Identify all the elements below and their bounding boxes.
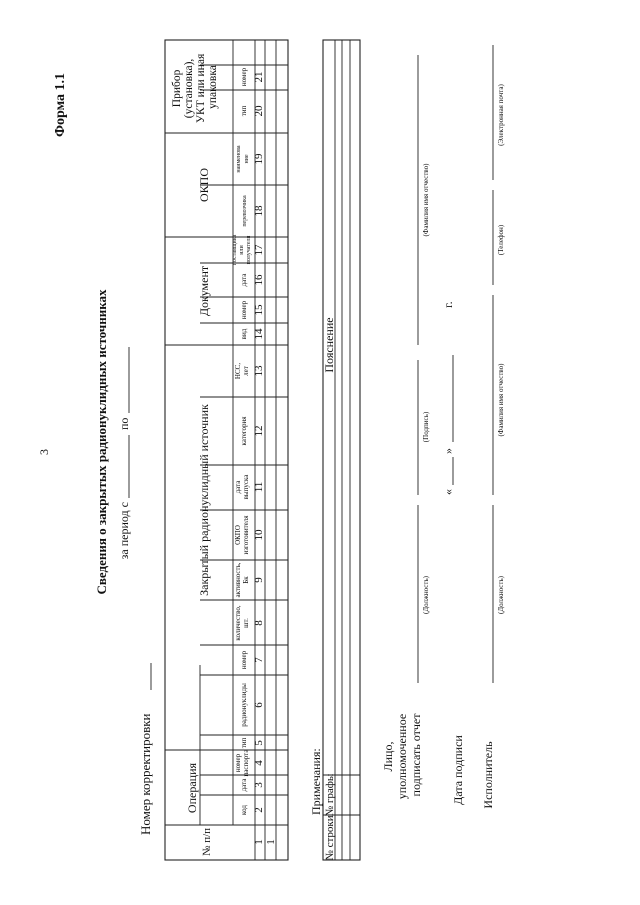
th-activity: активность,Бк (234, 562, 250, 598)
col-num-8: 8 (253, 620, 265, 626)
year-suffix: г. (441, 301, 455, 308)
th-source: Закрытый радионуклидный источник (197, 404, 211, 596)
fio-caption: (Фамилия имя отчество) (422, 163, 430, 237)
th-device: Прибор (установка), УКТ или иная упаковка (171, 53, 219, 124)
th-okpo-maker: ОКПОизготовителя (234, 515, 250, 555)
col-num-21: 21 (253, 71, 265, 83)
col-num-7: 7 (253, 657, 265, 663)
notes-header-col: № графы (324, 773, 336, 817)
executor-position-caption: (Должность) (497, 576, 505, 614)
col-num-5: 5 (253, 740, 265, 746)
th-doc-date: дата (240, 273, 248, 287)
rotated-content (37, 40, 505, 861)
page-number: 3 (37, 449, 51, 455)
th-radionuclides: радионуклиды (240, 683, 248, 727)
th-quantity: количество,шт. (234, 605, 250, 641)
col-num-12: 12 (253, 425, 265, 437)
date-close-quote: » (441, 448, 455, 454)
report-title: Сведения о закрытых радионуклидных источниках (94, 289, 109, 595)
date-label: Дата подписи (451, 735, 465, 805)
col-num-19: 19 (253, 153, 265, 165)
notes-header-row: № строки (324, 815, 336, 861)
th-doc-number: номер (240, 300, 248, 320)
col-num-6: 6 (253, 702, 265, 708)
correction-number (138, 663, 153, 835)
period-from-label: за период с (117, 502, 131, 560)
notes-header-explanation: Пояснение (322, 317, 336, 373)
position-caption: (Должность) (422, 576, 430, 614)
col-num-4: 4 (253, 760, 265, 766)
notes-table (309, 40, 360, 861)
phone-caption: (Телефон) (497, 224, 505, 256)
person-label: Лицо, уполномоченное подписать отчет (381, 713, 423, 800)
th-date: дата (240, 778, 248, 792)
col-num-14: 14 (253, 328, 265, 340)
th-release-date: датавыпуска (234, 474, 250, 500)
col-num-3: 3 (253, 782, 265, 788)
executor-fio-caption: (Фамилия имя отчество) (497, 363, 505, 437)
th-carrier: перевозчика (242, 195, 248, 227)
th-device-name: наименова ние (236, 145, 250, 173)
th-supplier: поставщикаилиполучателя (232, 234, 252, 266)
col-num-18: 18 (253, 205, 265, 217)
col-num-17: 17 (253, 244, 265, 256)
col-num-2: 2 (253, 807, 265, 813)
form-label: Форма 1.1 (53, 72, 68, 138)
period-line (117, 347, 131, 559)
period-to-label: по (117, 417, 131, 430)
data-row-1-num: 1 (265, 839, 277, 845)
col-num-10: 10 (253, 529, 265, 541)
sign-caption: (Подпись) (422, 411, 430, 443)
col-num-9: 9 (253, 577, 265, 583)
th-device-type: тип (240, 105, 248, 117)
th-category: категория (240, 416, 248, 446)
notes-title: Примечания: (309, 748, 323, 815)
th-number: номер (240, 650, 248, 670)
col-num-1: 1 (253, 839, 265, 845)
col-num-13: 13 (253, 365, 265, 377)
date-open-quote: « (441, 489, 455, 495)
correction-label: Номер корректировки (138, 713, 153, 835)
th-type: тип (240, 737, 248, 749)
col-num-15: 15 (253, 304, 265, 316)
executor-label: Исполнитель (481, 741, 495, 809)
th-code: код (240, 805, 248, 815)
th-nss: НСС,лет (234, 362, 250, 380)
th-doc-kind: вид (240, 328, 248, 340)
th-operation: Операция (185, 762, 199, 814)
main-table (165, 40, 288, 860)
th-passport: номерпаспорта (234, 749, 250, 777)
col-num-16: 16 (253, 274, 265, 286)
th-device-number: номер (240, 67, 248, 87)
email-caption: (Электронная почта) (497, 84, 505, 146)
th-okpo: ОКПО (197, 167, 211, 203)
col-num-11: 11 (253, 481, 265, 493)
th-document: Документ (197, 265, 211, 317)
th-num: № п/п (201, 827, 213, 857)
col-num-20: 20 (253, 105, 265, 117)
signature-block (381, 45, 505, 809)
